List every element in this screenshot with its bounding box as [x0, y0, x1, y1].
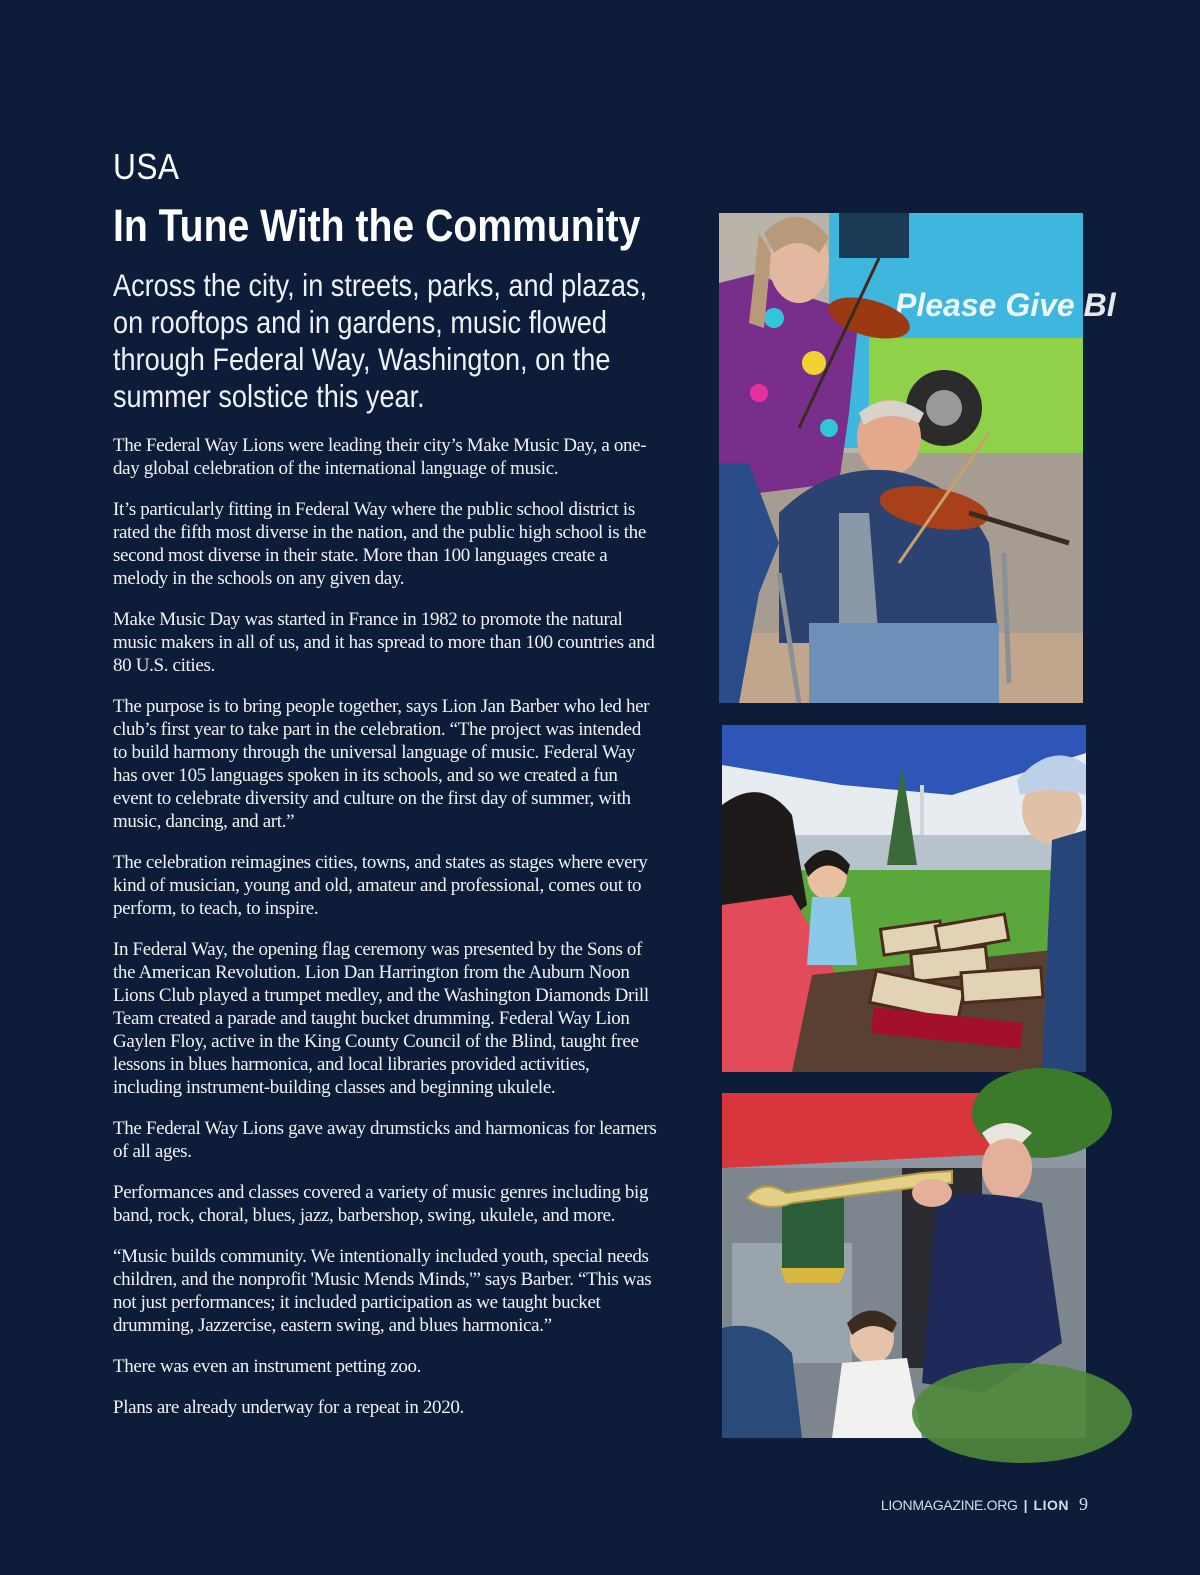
- article-deck: [113, 267, 646, 415]
- violinists-photo: [719, 213, 1116, 703]
- body-paragraph: In Federal Way, the opening flag ceremony was presented by the Sons of the American Revolution. Lion Dan Harrington from the Auburn Noon Lions Club played a trumpet medley, and the Washington Diamonds Drill Team created a parade and taught bucket drumming. Federal Way Lion Gaylen Floy, active in the King County Council of the Blind, taught free lessons in blues harmonica, and local libraries provided activities, including instrument-building classes and beginning ukulele.: [113, 939, 649, 1098]
- body-paragraph: It’s particularly fitting in Federal Way where the public school district is rated the fifth most diverse in the nation, and the public high school is the second most diverse in their state. More than 100 languages create a melody in the schools on any given day.: [113, 499, 646, 589]
- article-body: [113, 434, 658, 1437]
- body-paragraph: Plans are already underway for a repeat in 2020.: [113, 1397, 464, 1418]
- body-paragraph: The Federal Way Lions gave away drumsticks and harmonicas for learners of all ages.: [113, 1118, 657, 1162]
- body-paragraph: “Music builds community. We intentionally included youth, special needs children, and the nonprofit 'Music Mends Minds,'” says Barber. “This was not just performances; it included participation as we taught bucket drumming, Jazzercise, eastern swing, and blues harmonica.”: [113, 1246, 652, 1336]
- body-paragraph: Make Music Day was started in France in 1982 to promote the natural music makers in all of us, and it has spread to more than 100 countries and 80 U.S. cities.: [113, 609, 655, 676]
- autoharps-photo: [722, 725, 1086, 1072]
- footer-magazine: LION: [1033, 1497, 1069, 1513]
- footer-separator: |: [1023, 1497, 1028, 1513]
- deck-line: through Federal Way, Washington, on the: [113, 341, 611, 377]
- body-paragraph: The purpose is to bring people together, says Lion Jan Barber who led her club’s first year to take part in the celebration. “The project was intended to build harmony through the universal language of music. Federal Way has over 105 languages spoken in its schools, and so we created a fun event to celebrate diversity and culture on the first day of summer, with music, dancing, and art.”: [113, 696, 650, 832]
- body-paragraph: There was even an instrument petting zoo.: [113, 1356, 422, 1377]
- section-kicker: USA: [113, 146, 180, 187]
- trumpet-player-photo: [722, 1093, 1086, 1438]
- article-headline: In Tune With the Community: [113, 200, 641, 251]
- deck-line: Across the city, in streets, parks, and plazas,: [113, 267, 648, 303]
- body-paragraph: Performances and classes covered a variety of music genres including big band, rock, choral, blues, jazz, barbershop, swing, ukulele, and more.: [113, 1182, 649, 1226]
- page-footer: [881, 1494, 1088, 1515]
- footer-site: LIONMAGAZINE.ORG: [880, 1497, 1018, 1513]
- page-number: 9: [1079, 1494, 1088, 1514]
- body-paragraph: The Federal Way Lions were leading their city’s Make Music Day, a one-day global celebration of the international language of music.: [113, 435, 647, 479]
- bus-sign-text: Please Give Bl: [895, 287, 1116, 323]
- deck-line: on rooftops and in gardens, music flowed: [113, 304, 607, 340]
- body-paragraph: The celebration reimagines cities, towns, and states as stages where every kind of musician, young and old, amateur and professional, comes out to perform, to teach, to inspire.: [113, 852, 648, 919]
- deck-line: summer solstice this year.: [113, 378, 425, 414]
